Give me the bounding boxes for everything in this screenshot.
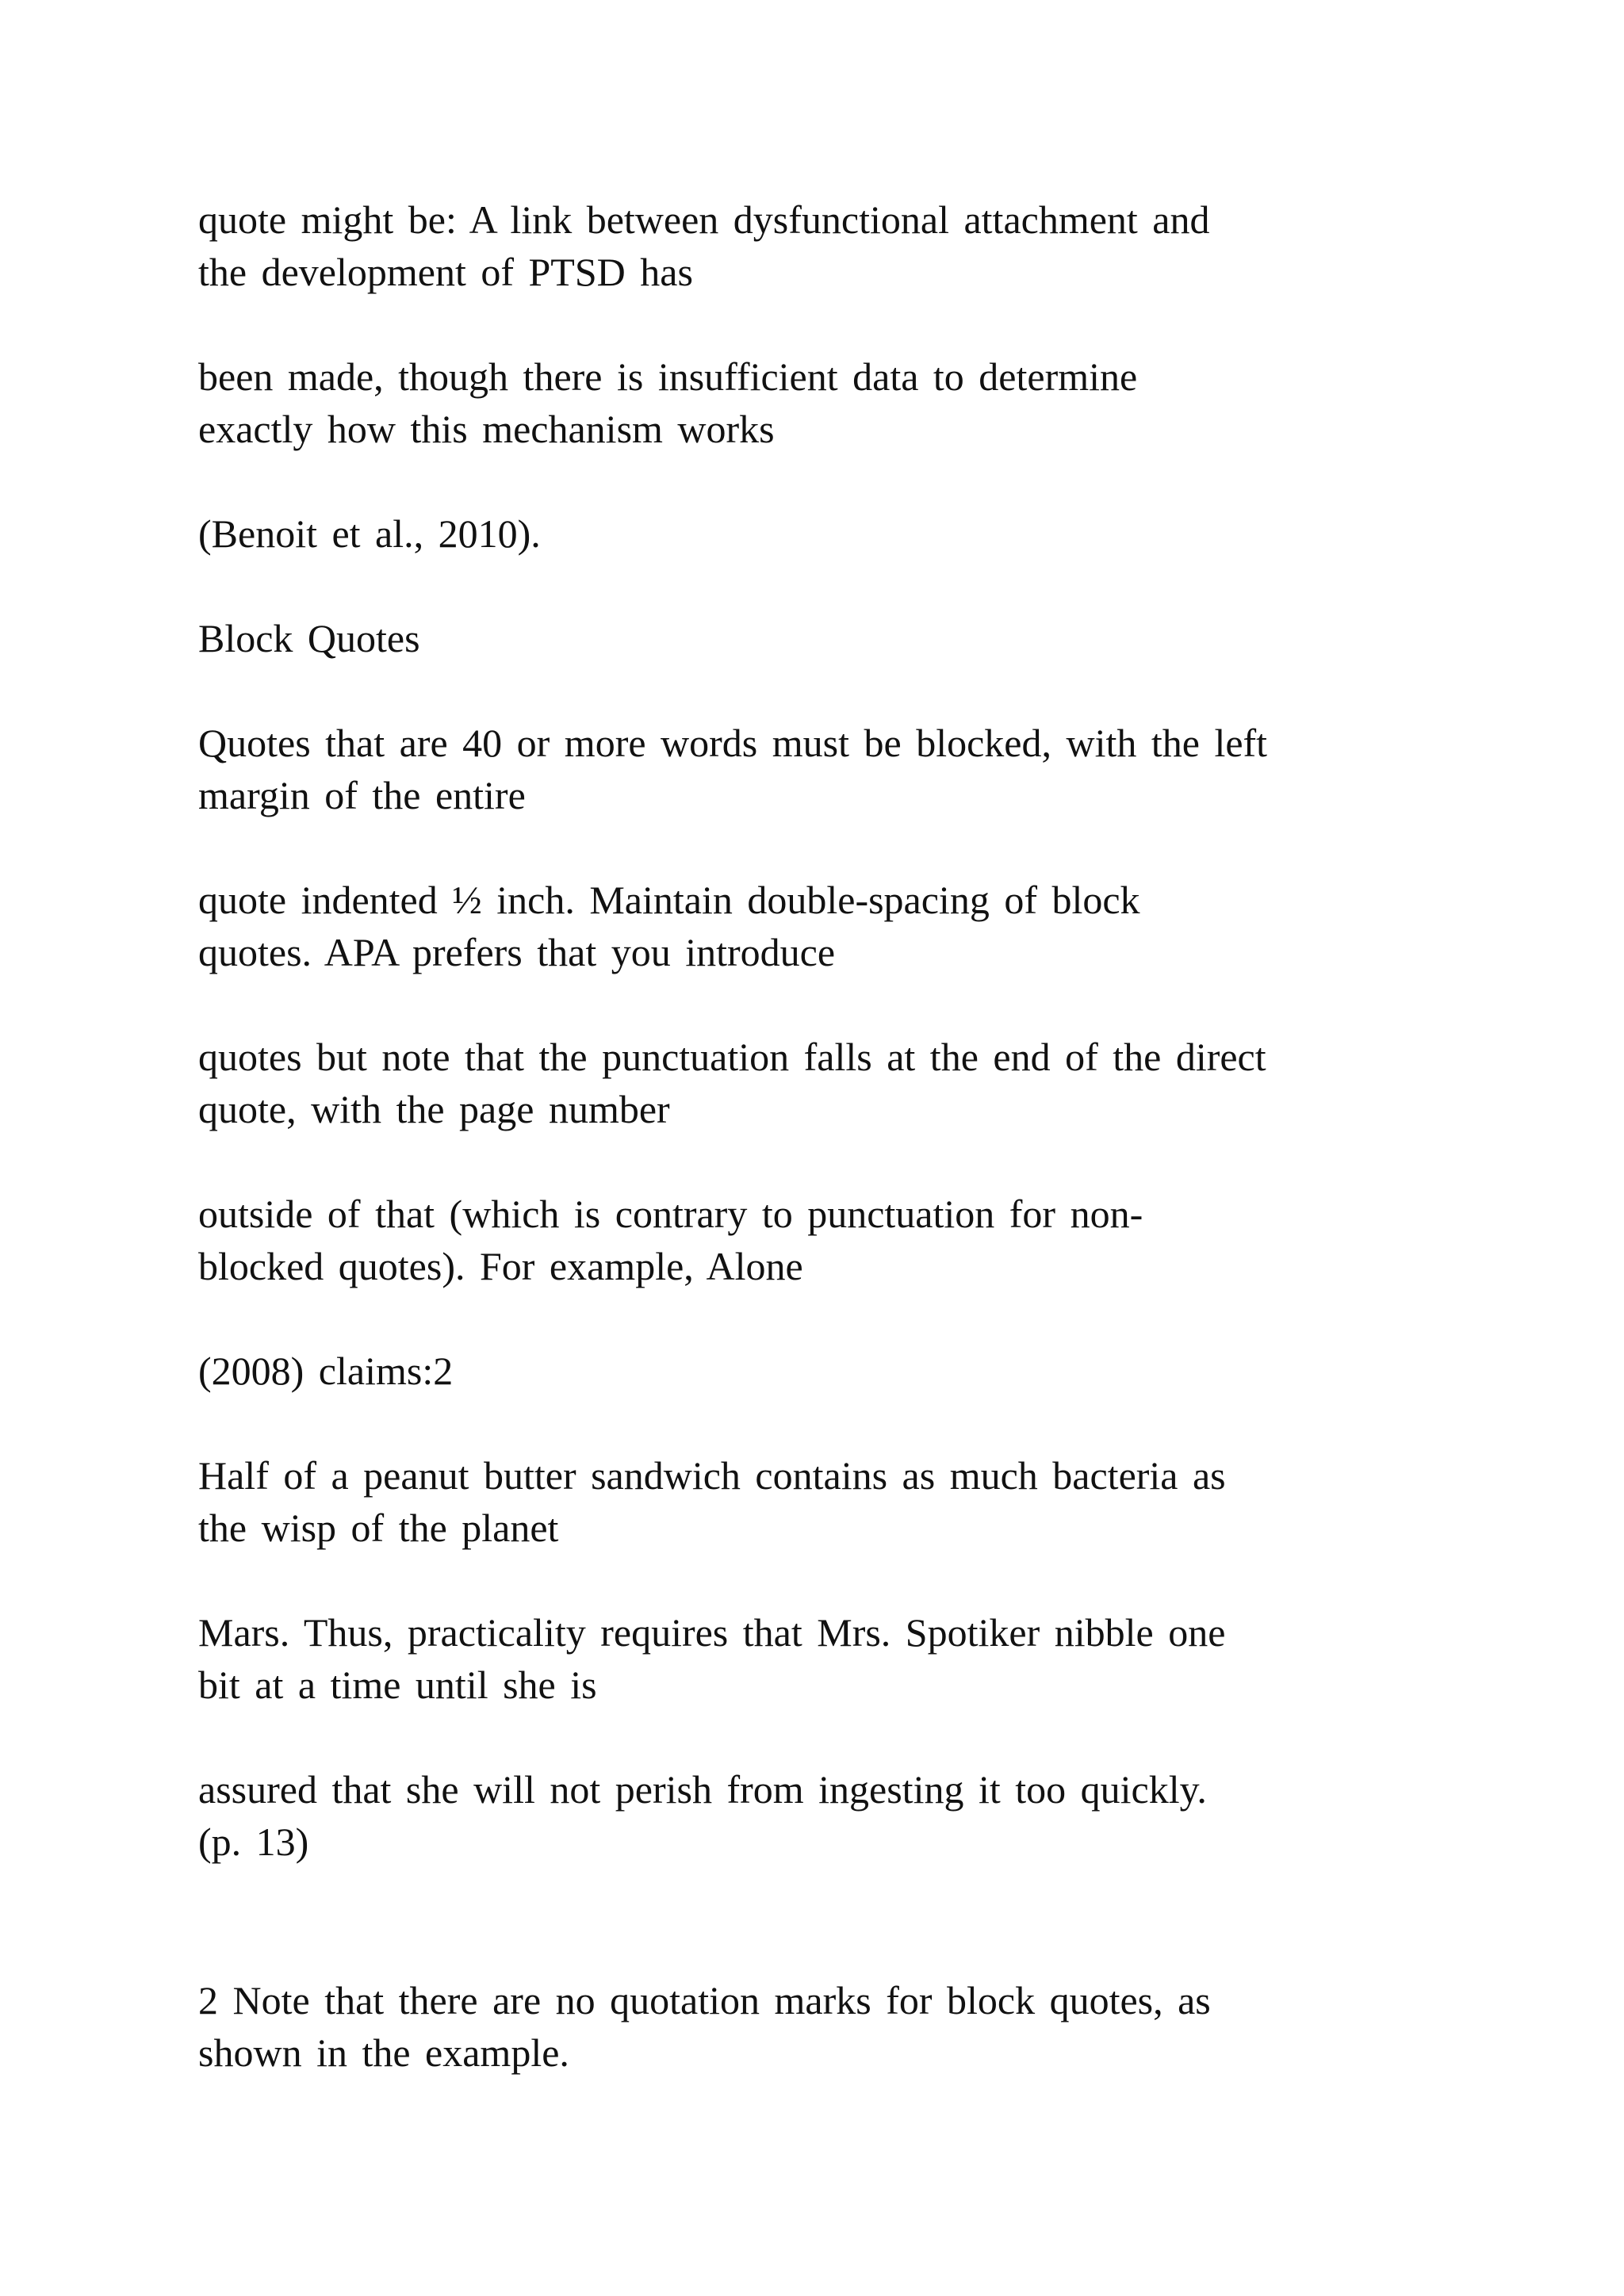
footnote xyxy=(198,1974,1211,2079)
text-line: (Benoit et al., 2010). xyxy=(198,511,541,556)
text-line: Block Quotes xyxy=(198,616,420,660)
text-line: quotes but note that the punctuation falls at the end of the direct xyxy=(198,1035,1266,1079)
paragraph-example-claim xyxy=(198,1345,453,1397)
text-line: bit at a time until she is xyxy=(198,1663,597,1707)
section-heading-block-quotes xyxy=(198,612,420,664)
text-line: the development of PTSD has xyxy=(198,250,693,294)
text-line: quote, with the page number xyxy=(198,1087,670,1131)
block-quote-part-2 xyxy=(198,1606,1225,1711)
text-line: blocked quotes). For example, Alone xyxy=(198,1244,803,1288)
paragraph-quote-body xyxy=(198,350,1137,455)
text-line: Quotes that are 40 or more words must be blocked, with the left xyxy=(198,721,1268,765)
block-quote-part-3 xyxy=(198,1763,1207,1868)
text-line: (2008) claims:2 xyxy=(198,1349,454,1393)
paragraph-citation xyxy=(198,507,541,560)
paragraph-punctuation-rule xyxy=(198,1031,1266,1135)
text-line: quote might be: A link between dysfunctional attachment and xyxy=(198,197,1210,242)
text-line: Mars. Thus, practicality requires that Mrs. Spotiker nibble one xyxy=(198,1610,1226,1655)
text-line: (p. 13) xyxy=(198,1820,309,1864)
paragraph-example-intro xyxy=(198,1188,1143,1292)
paragraph-indent-rule xyxy=(198,874,1140,978)
block-quote-part-1 xyxy=(198,1449,1226,1554)
text-line: quotes. APA prefers that you introduce xyxy=(198,930,836,974)
text-line: assured that she will not perish from ingesting it too quickly. xyxy=(198,1767,1207,1812)
paragraph-quote-intro xyxy=(198,193,1210,298)
text-line: outside of that (which is contrary to punctuation for non- xyxy=(198,1192,1143,1236)
text-line: 2 Note that there are no quotation marks for block quotes, as xyxy=(198,1978,1211,2022)
text-line: quote indented ½ inch. Maintain double-spacing of block xyxy=(198,878,1140,922)
text-line: margin of the entire xyxy=(198,773,526,817)
text-line: been made, though there is insufficient data to determine xyxy=(198,354,1138,399)
text-line: shown in the example. xyxy=(198,2030,569,2075)
paragraph-block-rule xyxy=(198,717,1267,821)
text-line: Half of a peanut butter sandwich contains as much bacteria as xyxy=(198,1453,1226,1498)
text-line: the wisp of the planet xyxy=(198,1506,559,1550)
text-line: exactly how this mechanism works xyxy=(198,407,775,451)
